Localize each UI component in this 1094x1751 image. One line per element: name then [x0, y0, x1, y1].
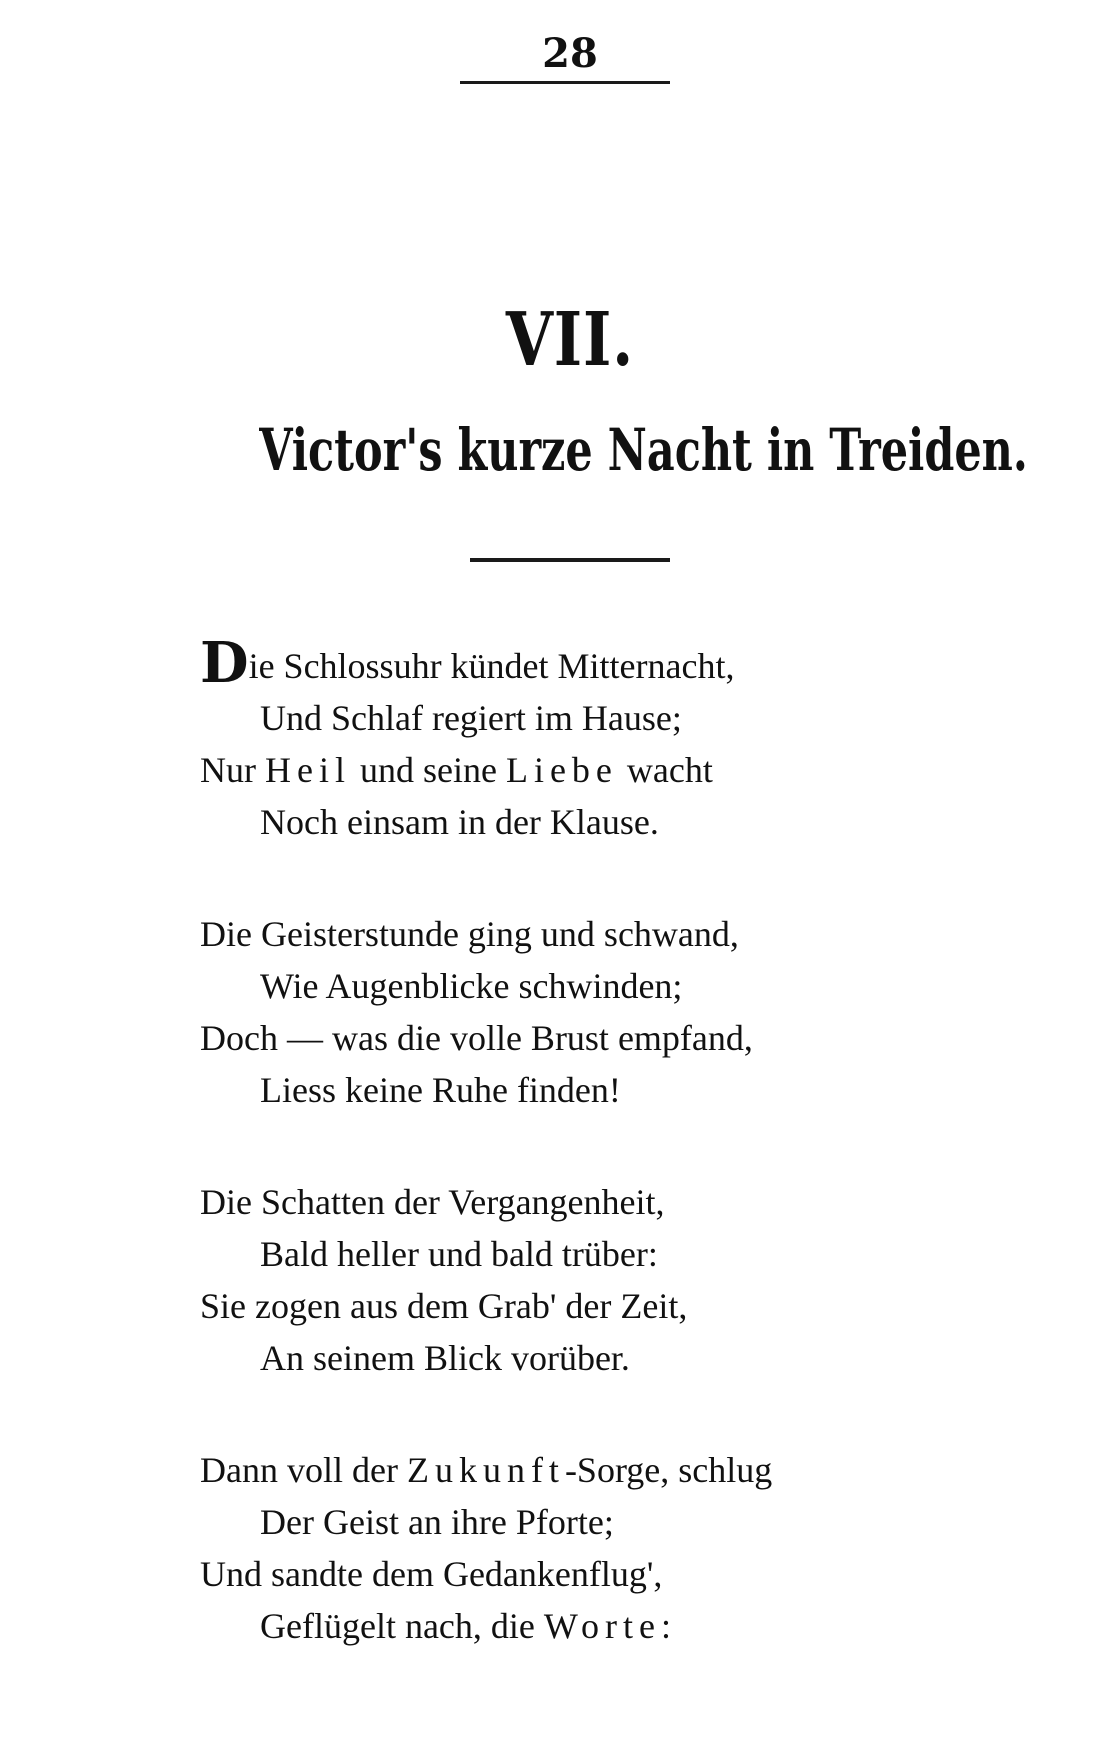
- poem-line: [200, 630, 1020, 696]
- line-text: Nur: [200, 750, 265, 790]
- line-text: und seine: [350, 750, 506, 790]
- poem-line: [200, 744, 1020, 796]
- poem-line: Wie Augenblicke schwinden;: [260, 966, 683, 1006]
- line-text: ie Schlossuhr kündet Mitternacht,: [248, 646, 735, 686]
- poem-line: Liess keine Ruhe finden!: [260, 1070, 621, 1110]
- poem-line: Die Schatten der Vergangenheit,: [200, 1182, 665, 1222]
- stanza-4: [200, 1444, 1020, 1652]
- spaced-word: Worte: [543, 1606, 661, 1646]
- poem-line: An seinem Blick vorüber.: [260, 1338, 630, 1378]
- header-rule: [460, 81, 670, 84]
- poem: [200, 630, 1020, 1712]
- poem-line: Die Geisterstunde ging und schwand,: [200, 914, 739, 954]
- poem-line: Der Geist an ihre Pforte;: [260, 1502, 614, 1542]
- line-text: -Sorge, schlug: [564, 1450, 773, 1490]
- stanza-2: [200, 908, 1020, 1116]
- poem-line: Und sandte dem Gedankenflug',: [200, 1554, 663, 1594]
- chapter-number: VII.: [505, 297, 635, 383]
- line-text: :: [660, 1606, 671, 1646]
- page-number: 28: [542, 30, 598, 77]
- poem-line: Sie zogen aus dem Grab' der Zeit,: [200, 1286, 688, 1326]
- chapter-title: Victor's kurze Nacht in Treiden.: [259, 416, 1028, 484]
- poem-line: Und Schlaf regiert im Hause;: [260, 698, 682, 738]
- line-text: Geflügelt nach, die: [260, 1606, 544, 1646]
- spaced-word: Zukunft: [406, 1450, 565, 1490]
- poem-line: [200, 1444, 1020, 1496]
- drop-cap: D: [200, 630, 249, 696]
- poem-line: Noch einsam in der Klause.: [260, 802, 659, 842]
- spaced-word: Liebe: [505, 750, 618, 790]
- spaced-word: Heil: [265, 750, 351, 790]
- poem-line: [200, 1600, 1020, 1652]
- stanza-1: [200, 630, 1020, 848]
- line-text: wacht: [617, 750, 713, 790]
- poem-line: Bald heller und bald trüber:: [260, 1234, 658, 1274]
- title-divider: [470, 558, 670, 562]
- line-text: Dann voll der: [200, 1450, 407, 1490]
- stanza-3: [200, 1176, 1020, 1384]
- poem-line: Doch — was die volle Brust empfand,: [200, 1018, 753, 1058]
